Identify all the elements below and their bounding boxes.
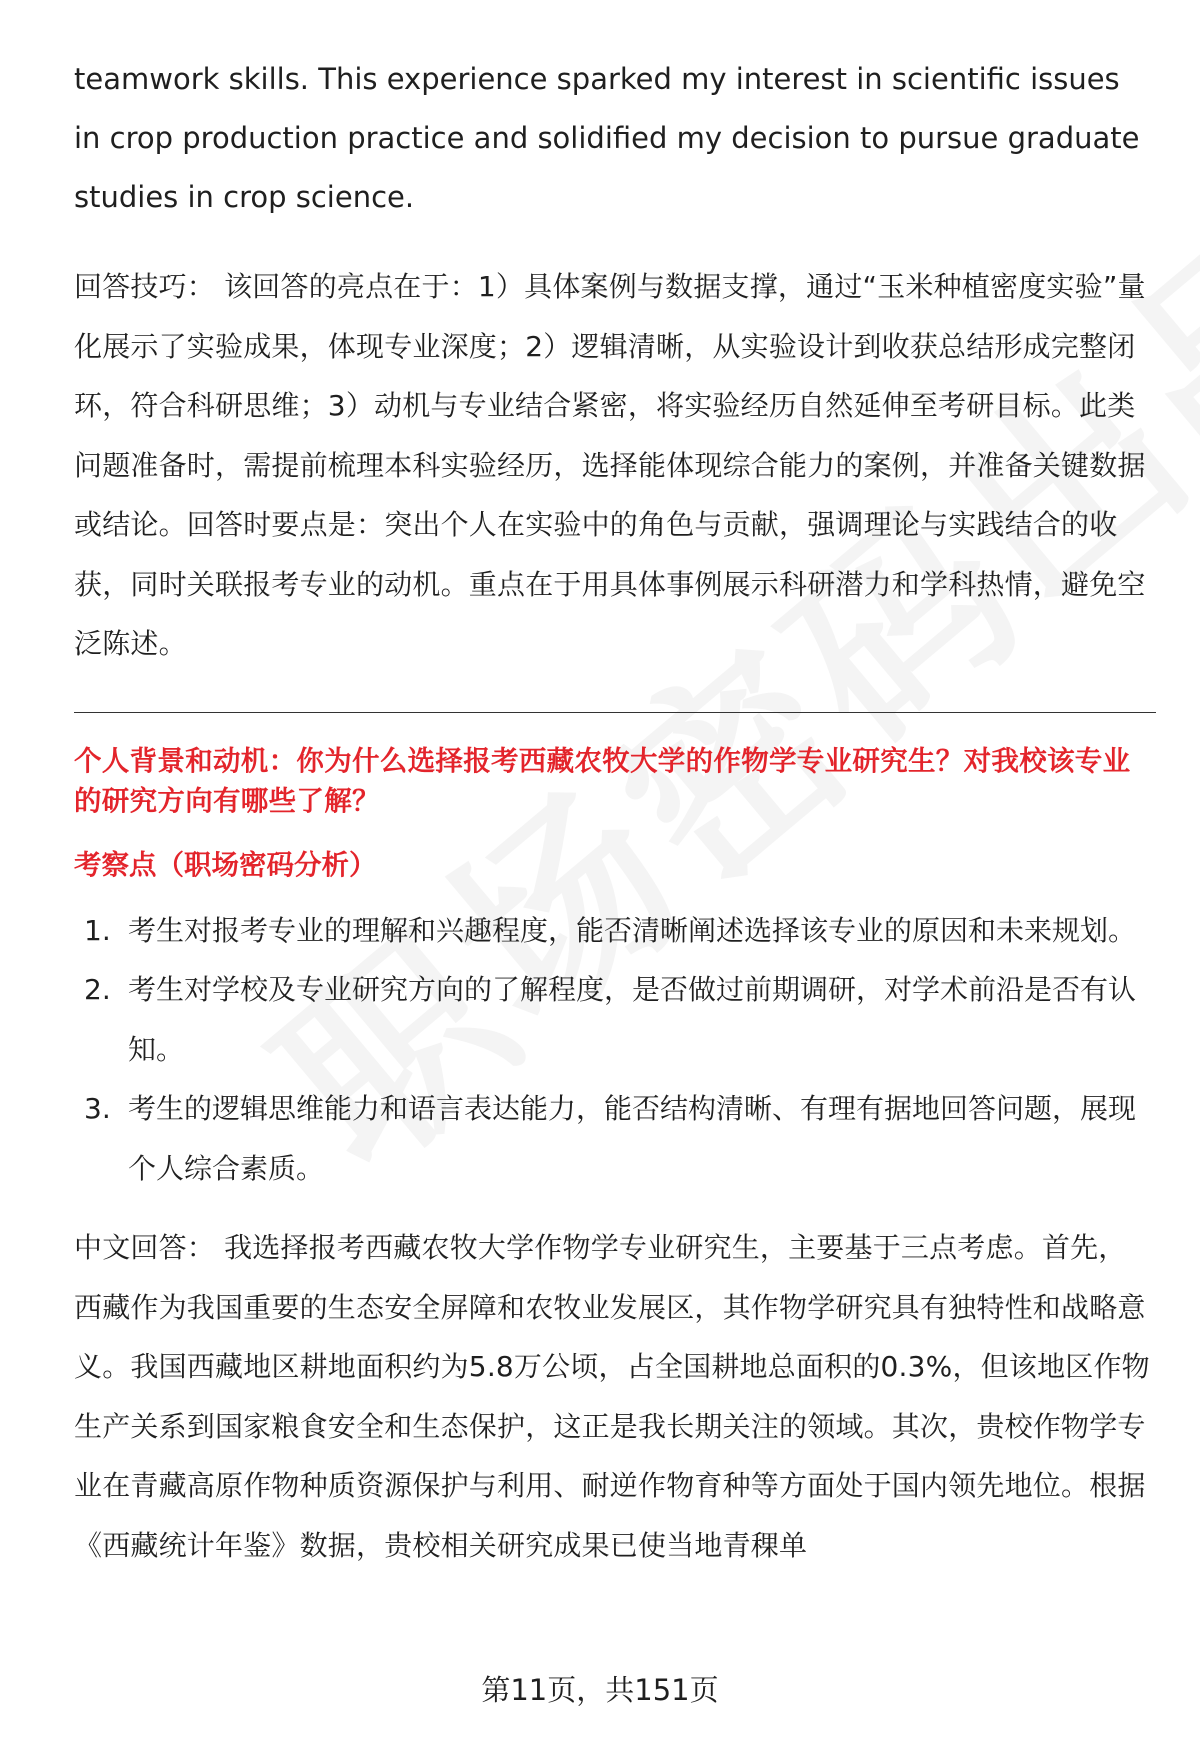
list-item-number: 3. (84, 1092, 111, 1125)
list-item-text: 考生的逻辑思维能力和语言表达能力，能否结构清晰、有理有据地回答问题，展现个人综合素质。 (128, 1092, 1137, 1185)
list-item-number: 2. (84, 973, 111, 1006)
points-heading: 考察点（职场密码分析） (74, 848, 377, 881)
question-heading: 个人背景和动机：你为什么选择报考西藏农牧大学的作物学专业研究生？对我校该专业的研究方向有哪些了解？ (74, 744, 1131, 817)
assessment-points-list (74, 901, 1154, 1199)
page-number-footer: 第11页，共151页 (481, 1673, 719, 1707)
list-item (74, 901, 1154, 961)
list-item (74, 960, 1154, 1079)
chinese-answer-paragraph: 中文回答： 我选择报考西藏农牧大学作物学专业研究生，主要基于三点考虑。首先，西藏作为我国重要的生态安全屏障和农牧业发展区，其作物学研究具有独特性和战略意义。我国西藏地区耕地面积约为5.8万公顷，占全国耕地总面积的0.3%，但该地区作物生产关系到国家粮食安全和生态保护，这正是我长期关注的领域。其次，贵校作物学专业在青藏高原作物种质资源保护与利用、耐逆作物育种等方面处于国内领先地位。根据《西藏统计年鉴》数据，贵校相关研究成果已使当地青稞单 (74, 1231, 1150, 1562)
document-page (74, 50, 1154, 1575)
list-item-text: 考生对学校及专业研究方向的了解程度，是否做过前期调研，对学术前沿是否有认知。 (128, 973, 1137, 1066)
list-item-text: 考生对报考专业的理解和兴趣程度，能否清晰阐述选择该专业的原因和未来规划。 (128, 913, 1137, 947)
list-item (74, 1079, 1154, 1198)
intro-english-paragraph: teamwork skills. This experience sparked my interest in scientific issues in crop production practice and solidified my decision to pursue graduate studies in crop science. (74, 62, 1140, 214)
list-item-number: 1. (84, 913, 111, 947)
tips-paragraph: 回答技巧： 该回答的亮点在于：1）具体案例与数据支撑，通过“玉米种植密度实验”量化展示了实验成果，体现专业深度；2）逻辑清晰，从实验设计到收获总结形成完整闭环，符合科研思维；3）动机与专业结合紧密，将实验经历自然延伸至考研目标。此类问题准备时，需提前梳理本科实验经历，选择能体现综合能力的案例，并准备关键数据或结论。回答时要点是：突出个人在实验中的角色与贡献，强调理论与实践结合的收获，同时关联报考专业的动机。重点在于用具体事例展示科研潜力和学科热情，避免空泛陈述。 (74, 270, 1146, 660)
